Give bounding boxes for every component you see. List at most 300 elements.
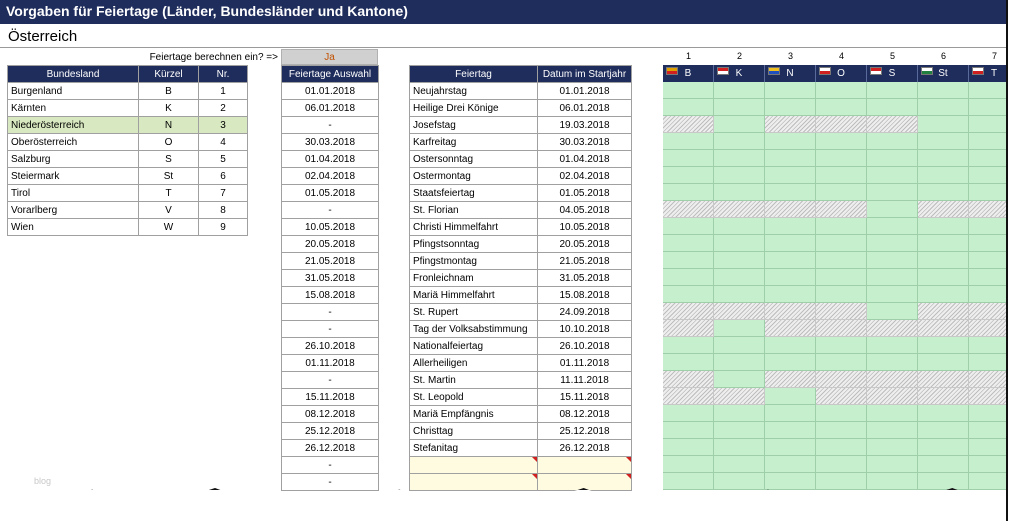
matrix-cell-active[interactable] [663, 269, 714, 286]
state-column-code: N [786, 68, 794, 79]
matrix-cell-active[interactable] [867, 133, 918, 150]
holiday-date-cell[interactable]: 15.11.2018 [538, 389, 632, 406]
state-name-cell[interactable]: Oberösterreich [8, 134, 139, 151]
matrix-cell-active[interactable] [663, 218, 714, 235]
matrix-cell-active[interactable] [918, 439, 969, 456]
holiday-date-cell[interactable]: 26.12.2018 [538, 440, 632, 457]
matrix-cell-active[interactable] [816, 354, 867, 371]
state-code-cell[interactable]: T [139, 185, 199, 202]
matrix-cell-active[interactable] [663, 133, 714, 150]
header-selection: Feiertage Auswahl [282, 66, 379, 83]
selection-cell[interactable]: 31.05.2018 [282, 270, 379, 287]
matrix-cell-active[interactable] [714, 133, 765, 150]
matrix-cell-active[interactable] [765, 133, 816, 150]
matrix-cell-active[interactable] [663, 337, 714, 354]
matrix-cell-inactive[interactable] [918, 201, 969, 218]
state-column-number: 4 [838, 51, 844, 61]
state-name-cell[interactable]: Kärnten [8, 100, 139, 117]
state-name-cell[interactable]: Burgenland [8, 83, 139, 100]
header-bundesland: Bundesland [8, 66, 139, 83]
calc-value-cell[interactable]: Ja [281, 49, 378, 65]
matrix-cell-inactive[interactable] [867, 320, 918, 337]
state-column-code: S [888, 68, 896, 79]
matrix-cell-active[interactable] [867, 473, 918, 490]
holiday-date-cell[interactable]: 31.05.2018 [538, 270, 632, 287]
matrix-cell-active[interactable] [867, 422, 918, 439]
state-number-cell[interactable]: 8 [199, 202, 248, 219]
state-column-header [765, 65, 816, 82]
matrix-cell-active[interactable] [816, 184, 867, 201]
matrix-cell-active[interactable] [765, 269, 816, 286]
matrix-cell-inactive[interactable] [765, 116, 816, 133]
selection-row [282, 372, 379, 389]
matrix-cell-active[interactable] [867, 439, 918, 456]
selection-cell[interactable]: 06.01.2018 [282, 100, 379, 117]
matrix-cell-active[interactable] [663, 235, 714, 252]
state-column-code: B [684, 68, 692, 79]
state-row [8, 83, 248, 100]
state-column-number: 7 [991, 51, 997, 61]
selection-row [282, 185, 379, 202]
holiday-name-cell[interactable]: St. Martin [410, 372, 538, 389]
matrix-cell-inactive[interactable] [714, 303, 765, 320]
matrix-cell-inactive[interactable] [816, 201, 867, 218]
matrix-cell-inactive[interactable] [918, 320, 969, 337]
matrix-cell-active[interactable] [663, 473, 714, 490]
matrix-cell-active[interactable] [867, 354, 918, 371]
matrix-cell-active[interactable] [816, 99, 867, 116]
state-flag-icon [819, 67, 831, 75]
matrix-cell-inactive[interactable] [663, 116, 714, 133]
state-code-cell[interactable]: O [139, 134, 199, 151]
matrix-cell-inactive[interactable] [663, 201, 714, 218]
state-name-cell[interactable]: Tirol [8, 185, 139, 202]
state-code-cell[interactable]: W [139, 219, 199, 236]
matrix-cell-active[interactable] [663, 422, 714, 439]
matrix-cell-active[interactable] [816, 252, 867, 269]
state-code-cell[interactable]: B [139, 83, 199, 100]
matrix-cell-active[interactable] [714, 269, 765, 286]
holiday-row [410, 304, 632, 321]
matrix-cell-active[interactable] [816, 133, 867, 150]
matrix-cell-active[interactable] [663, 252, 714, 269]
header-nr: Nr. [199, 66, 248, 83]
matrix-cell-active[interactable] [867, 150, 918, 167]
matrix-cell-active[interactable] [918, 150, 969, 167]
selection-row [282, 338, 379, 355]
matrix-cell-inactive[interactable] [765, 303, 816, 320]
selection-row [282, 474, 379, 491]
matrix-cell-inactive[interactable] [918, 303, 969, 320]
selection-cell[interactable]: 15.11.2018 [282, 389, 379, 406]
holiday-row [410, 185, 632, 202]
holiday-name-cell[interactable]: Christi Himmelfahrt [410, 219, 538, 236]
matrix-cell-active[interactable] [918, 456, 969, 473]
holiday-date-cell[interactable]: 11.11.2018 [538, 372, 632, 389]
matrix-cell-inactive[interactable] [816, 303, 867, 320]
selection-row [282, 389, 379, 406]
matrix-cell-active[interactable] [663, 286, 714, 303]
holiday-date-cell[interactable]: 04.05.2018 [538, 202, 632, 219]
selection-cell[interactable]: 01.11.2018 [282, 355, 379, 372]
matrix-cell-active[interactable] [663, 99, 714, 116]
matrix-cell-active[interactable] [714, 354, 765, 371]
holiday-name-cell[interactable]: Karfreitag [410, 134, 538, 151]
matrix-cell-active[interactable] [765, 99, 816, 116]
holiday-row [410, 117, 632, 134]
header-kuerzel: Kürzel [139, 66, 199, 83]
state-name-cell[interactable]: Steiermark [8, 168, 139, 185]
holiday-row [410, 168, 632, 185]
state-row [8, 168, 248, 185]
selection-cell[interactable]: 20.05.2018 [282, 236, 379, 253]
selection-cell[interactable]: 01.01.2018 [282, 83, 379, 100]
matrix-cell-active[interactable] [918, 473, 969, 490]
holiday-row [410, 236, 632, 253]
holiday-date-cell[interactable]: 24.09.2018 [538, 304, 632, 321]
matrix-cell-inactive[interactable] [714, 201, 765, 218]
state-name-cell[interactable]: Vorarlberg [8, 202, 139, 219]
matrix-cell-active[interactable] [714, 184, 765, 201]
state-number-cell[interactable]: 5 [199, 151, 248, 168]
matrix-cell-active[interactable] [816, 269, 867, 286]
state-column-header [918, 65, 969, 82]
state-column-number: 5 [889, 51, 895, 61]
holiday-name-cell[interactable]: Mariä Empfängnis [410, 406, 538, 423]
holiday-date-cell[interactable]: 25.12.2018 [538, 423, 632, 440]
matrix-cell-inactive[interactable] [816, 388, 867, 405]
matrix-cell-inactive[interactable] [816, 371, 867, 388]
state-name-cell[interactable]: Wien [8, 219, 139, 236]
selection-row [282, 236, 379, 253]
matrix-cell-active[interactable] [663, 150, 714, 167]
holiday-row-empty [410, 457, 632, 474]
holiday-row [410, 338, 632, 355]
matrix-cell-active[interactable] [765, 473, 816, 490]
matrix-cell-active[interactable] [714, 439, 765, 456]
holiday-date-input[interactable] [538, 474, 632, 491]
matrix-cell-inactive[interactable] [765, 371, 816, 388]
matrix-cell-active[interactable] [714, 337, 765, 354]
matrix-cell-active[interactable] [714, 320, 765, 337]
state-number-cell[interactable]: 9 [199, 219, 248, 236]
state-code-cell[interactable]: St [139, 168, 199, 185]
state-column-header [663, 65, 714, 82]
matrix-cell-active[interactable] [918, 354, 969, 371]
selection-cell[interactable]: 08.12.2018 [282, 406, 379, 423]
holiday-name-cell[interactable]: Allerheiligen [410, 355, 538, 372]
matrix-cell-active[interactable] [867, 201, 918, 218]
matrix-cell-active[interactable] [867, 218, 918, 235]
matrix-cell-active[interactable] [918, 269, 969, 286]
matrix-cell-active[interactable] [714, 116, 765, 133]
matrix-cell-active[interactable] [867, 405, 918, 422]
matrix-cell-active[interactable] [765, 354, 816, 371]
holiday-date-cell[interactable]: 02.04.2018 [538, 168, 632, 185]
holiday-name-cell[interactable]: Josefstag [410, 117, 538, 134]
matrix-cell-active[interactable] [714, 235, 765, 252]
matrix-cell-inactive[interactable] [867, 371, 918, 388]
holiday-name-cell[interactable]: Pfingstmontag [410, 253, 538, 270]
matrix-cell-active[interactable] [867, 303, 918, 320]
selection-cell[interactable]: 15.08.2018 [282, 287, 379, 304]
matrix-cell-active[interactable] [663, 456, 714, 473]
state-column-code: O [837, 68, 845, 79]
holiday-name-cell[interactable]: Nationalfeiertag [410, 338, 538, 355]
matrix-cell-active[interactable] [918, 422, 969, 439]
matrix-cell-active[interactable] [867, 235, 918, 252]
selection-cell[interactable]: - [282, 117, 379, 134]
holiday-name-cell[interactable]: St. Rupert [410, 304, 538, 321]
matrix-cell-active[interactable] [867, 456, 918, 473]
matrix-cell-active[interactable] [816, 286, 867, 303]
matrix-cell-active[interactable] [765, 286, 816, 303]
matrix-cell-active[interactable] [765, 439, 816, 456]
sheet-title: Vorgaben für Feiertage (Länder, Bundesländer und Kantone) [0, 0, 1007, 24]
matrix-cell-inactive[interactable] [663, 371, 714, 388]
matrix-cell-inactive[interactable] [663, 303, 714, 320]
holiday-date-cell[interactable]: 26.10.2018 [538, 338, 632, 355]
matrix-cell-active[interactable] [714, 252, 765, 269]
selection-cell[interactable]: 01.04.2018 [282, 151, 379, 168]
state-number-cell[interactable]: 4 [199, 134, 248, 151]
state-number-cell[interactable]: 1 [199, 83, 248, 100]
holiday-name-input[interactable] [410, 457, 538, 474]
matrix-cell-active[interactable] [765, 184, 816, 201]
matrix-cell-active[interactable] [816, 456, 867, 473]
holiday-name-cell[interactable]: Staatsfeiertag [410, 185, 538, 202]
matrix-cell-active[interactable] [714, 150, 765, 167]
holiday-date-cell[interactable]: 10.10.2018 [538, 321, 632, 338]
matrix-cell-active[interactable] [765, 405, 816, 422]
watermark: blog [34, 476, 52, 486]
selection-cell[interactable]: - [282, 457, 379, 474]
holiday-date-cell[interactable]: 30.03.2018 [538, 134, 632, 151]
matrix-cell-inactive[interactable] [714, 388, 765, 405]
matrix-cell-active[interactable] [816, 235, 867, 252]
matrix-cell-active[interactable] [765, 167, 816, 184]
holiday-name-cell[interactable]: Mariä Himmelfahrt [410, 287, 538, 304]
selection-cell[interactable]: - [282, 372, 379, 389]
state-column-code: K [735, 68, 743, 79]
matrix-cell-active[interactable] [918, 99, 969, 116]
state-code-cell[interactable]: K [139, 100, 199, 117]
holiday-name-cell[interactable]: Fronleichnam [410, 270, 538, 287]
holiday-date-cell[interactable]: 10.05.2018 [538, 219, 632, 236]
selection-cell[interactable]: 01.05.2018 [282, 185, 379, 202]
matrix-cell-active[interactable] [918, 235, 969, 252]
selection-cell[interactable]: 25.12.2018 [282, 423, 379, 440]
matrix-cell-active[interactable] [918, 337, 969, 354]
matrix-cell-inactive[interactable] [816, 116, 867, 133]
holiday-date-cell[interactable]: 15.08.2018 [538, 287, 632, 304]
holiday-date-cell[interactable]: 01.05.2018 [538, 185, 632, 202]
matrix-cell-active[interactable] [663, 439, 714, 456]
matrix-cell-active[interactable] [867, 184, 918, 201]
state-row [8, 100, 248, 117]
matrix-cell-inactive[interactable] [765, 201, 816, 218]
matrix-cell-active[interactable] [765, 422, 816, 439]
matrix-cell-active[interactable] [714, 218, 765, 235]
matrix-cell-active[interactable] [918, 184, 969, 201]
holiday-row [410, 440, 632, 457]
holiday-date-cell[interactable]: 01.01.2018 [538, 83, 632, 100]
holiday-name-cell[interactable]: Neujahrstag [410, 83, 538, 100]
holiday-row [410, 202, 632, 219]
state-number-cell[interactable]: 2 [199, 100, 248, 117]
holiday-name-cell[interactable]: Pfingstsonntag [410, 236, 538, 253]
matrix-cell-active[interactable] [867, 167, 918, 184]
holiday-row [410, 389, 632, 406]
selection-cell[interactable]: 10.05.2018 [282, 219, 379, 236]
matrix-cell-inactive[interactable] [918, 371, 969, 388]
holiday-name-cell[interactable]: Stefanitag [410, 440, 538, 457]
matrix-cell-active[interactable] [714, 167, 765, 184]
state-name-cell[interactable]: Salzburg [8, 151, 139, 168]
holiday-name-cell[interactable]: Tag der Volksabstimmung [410, 321, 538, 338]
selection-cell[interactable]: 02.04.2018 [282, 168, 379, 185]
matrix-cell-active[interactable] [663, 82, 714, 99]
selection-cell[interactable]: - [282, 474, 379, 491]
matrix-cell-inactive[interactable] [765, 320, 816, 337]
matrix-cell-active[interactable] [867, 337, 918, 354]
state-column-header [714, 65, 765, 82]
matrix-cell-inactive[interactable] [918, 388, 969, 405]
matrix-cell-active[interactable] [867, 252, 918, 269]
state-flag-icon [972, 67, 984, 75]
matrix-cell-active[interactable] [714, 99, 765, 116]
matrix-cell-active[interactable] [867, 269, 918, 286]
holiday-name-cell[interactable]: Ostersonntag [410, 151, 538, 168]
matrix-cell-active[interactable] [816, 337, 867, 354]
selection-row [282, 457, 379, 474]
holiday-row [410, 287, 632, 304]
state-column-number: 2 [736, 51, 742, 61]
matrix-cell-active[interactable] [765, 337, 816, 354]
matrix-cell-inactive[interactable] [867, 116, 918, 133]
holiday-row [410, 406, 632, 423]
matrix-cell-active[interactable] [867, 286, 918, 303]
holiday-name-cell[interactable]: Heilige Drei Könige [410, 100, 538, 117]
matrix-cell-active[interactable] [918, 82, 969, 99]
matrix-cell-active[interactable] [663, 354, 714, 371]
matrix-cell-active[interactable] [714, 286, 765, 303]
matrix-cell-active[interactable] [765, 235, 816, 252]
state-flag-icon [921, 67, 933, 75]
matrix-cell-active[interactable] [714, 371, 765, 388]
matrix-cell-active[interactable] [816, 150, 867, 167]
matrix-cell-active[interactable] [918, 286, 969, 303]
selection-cell[interactable]: 26.10.2018 [282, 338, 379, 355]
matrix-cell-active[interactable] [918, 405, 969, 422]
holiday-name-cell[interactable]: Christtag [410, 423, 538, 440]
holiday-date-cell[interactable]: 08.12.2018 [538, 406, 632, 423]
matrix-cell-active[interactable] [816, 405, 867, 422]
holiday-date-input[interactable] [538, 457, 632, 474]
matrix-cell-active[interactable] [663, 405, 714, 422]
state-number-cell[interactable]: 7 [199, 185, 248, 202]
matrix-cell-inactive[interactable] [663, 320, 714, 337]
holiday-row [410, 151, 632, 168]
holiday-row [410, 83, 632, 100]
matrix-cell-active[interactable] [714, 82, 765, 99]
holiday-date-cell[interactable]: 21.05.2018 [538, 253, 632, 270]
matrix-cell-active[interactable] [867, 82, 918, 99]
holiday-date-cell[interactable]: 01.11.2018 [538, 355, 632, 372]
holiday-name-cell[interactable]: St. Florian [410, 202, 538, 219]
matrix-cell-active[interactable] [816, 82, 867, 99]
holiday-date-cell[interactable]: 20.05.2018 [538, 236, 632, 253]
matrix-cell-active[interactable] [918, 116, 969, 133]
matrix-cell-active[interactable] [867, 99, 918, 116]
state-code-cell[interactable]: S [139, 151, 199, 168]
state-column-code: T [990, 68, 998, 79]
matrix-cell-active[interactable] [714, 405, 765, 422]
matrix-cell-active[interactable] [816, 473, 867, 490]
holiday-date-cell[interactable]: 06.01.2018 [538, 100, 632, 117]
matrix-cell-active[interactable] [765, 82, 816, 99]
matrix-cell-inactive[interactable] [867, 388, 918, 405]
state-number-cell[interactable]: 6 [199, 168, 248, 185]
matrix-cell-active[interactable] [663, 167, 714, 184]
state-code-cell[interactable]: N [139, 117, 199, 134]
selection-row [282, 440, 379, 457]
matrix-cell-active[interactable] [663, 184, 714, 201]
matrix-cell-active[interactable] [765, 218, 816, 235]
matrix-cell-active[interactable] [816, 439, 867, 456]
matrix-cell-active[interactable] [765, 150, 816, 167]
matrix-cell-active[interactable] [765, 252, 816, 269]
matrix-cell-active[interactable] [918, 133, 969, 150]
state-flag-icon [870, 67, 882, 75]
selection-row [282, 287, 379, 304]
matrix-cell-active[interactable] [816, 167, 867, 184]
matrix-cell-active[interactable] [816, 422, 867, 439]
matrix-cell-active[interactable] [765, 456, 816, 473]
holiday-date-cell[interactable]: 01.04.2018 [538, 151, 632, 168]
holiday-name-cell[interactable]: St. Leopold [410, 389, 538, 406]
selection-cell[interactable]: - [282, 321, 379, 338]
selection-cell[interactable]: 30.03.2018 [282, 134, 379, 151]
state-number-cell[interactable]: 3 [199, 117, 248, 134]
matrix-cell-active[interactable] [714, 422, 765, 439]
state-code-cell[interactable]: V [139, 202, 199, 219]
matrix-cell-active[interactable] [918, 218, 969, 235]
matrix-cell-active[interactable] [918, 167, 969, 184]
holiday-name-cell[interactable]: Ostermontag [410, 168, 538, 185]
matrix-cell-active[interactable] [918, 252, 969, 269]
matrix-cell-active[interactable] [714, 456, 765, 473]
state-name-cell[interactable]: Niederösterreich [8, 117, 139, 134]
holiday-row [410, 219, 632, 236]
selection-cell[interactable]: 26.12.2018 [282, 440, 379, 457]
matrix-cell-active[interactable] [765, 388, 816, 405]
matrix-cell-active[interactable] [714, 473, 765, 490]
selection-row [282, 151, 379, 168]
selection-row [282, 253, 379, 270]
matrix-cell-active[interactable] [816, 218, 867, 235]
state-column-code: St [938, 68, 948, 79]
selection-cell[interactable]: - [282, 202, 379, 219]
selection-cell[interactable]: - [282, 304, 379, 321]
state-row [8, 117, 248, 134]
holiday-row [410, 253, 632, 270]
holiday-date-cell[interactable]: 19.03.2018 [538, 117, 632, 134]
selection-cell[interactable]: 21.05.2018 [282, 253, 379, 270]
holiday-name-input[interactable] [410, 474, 538, 491]
matrix-cell-inactive[interactable] [816, 320, 867, 337]
matrix-cell-inactive[interactable] [663, 388, 714, 405]
